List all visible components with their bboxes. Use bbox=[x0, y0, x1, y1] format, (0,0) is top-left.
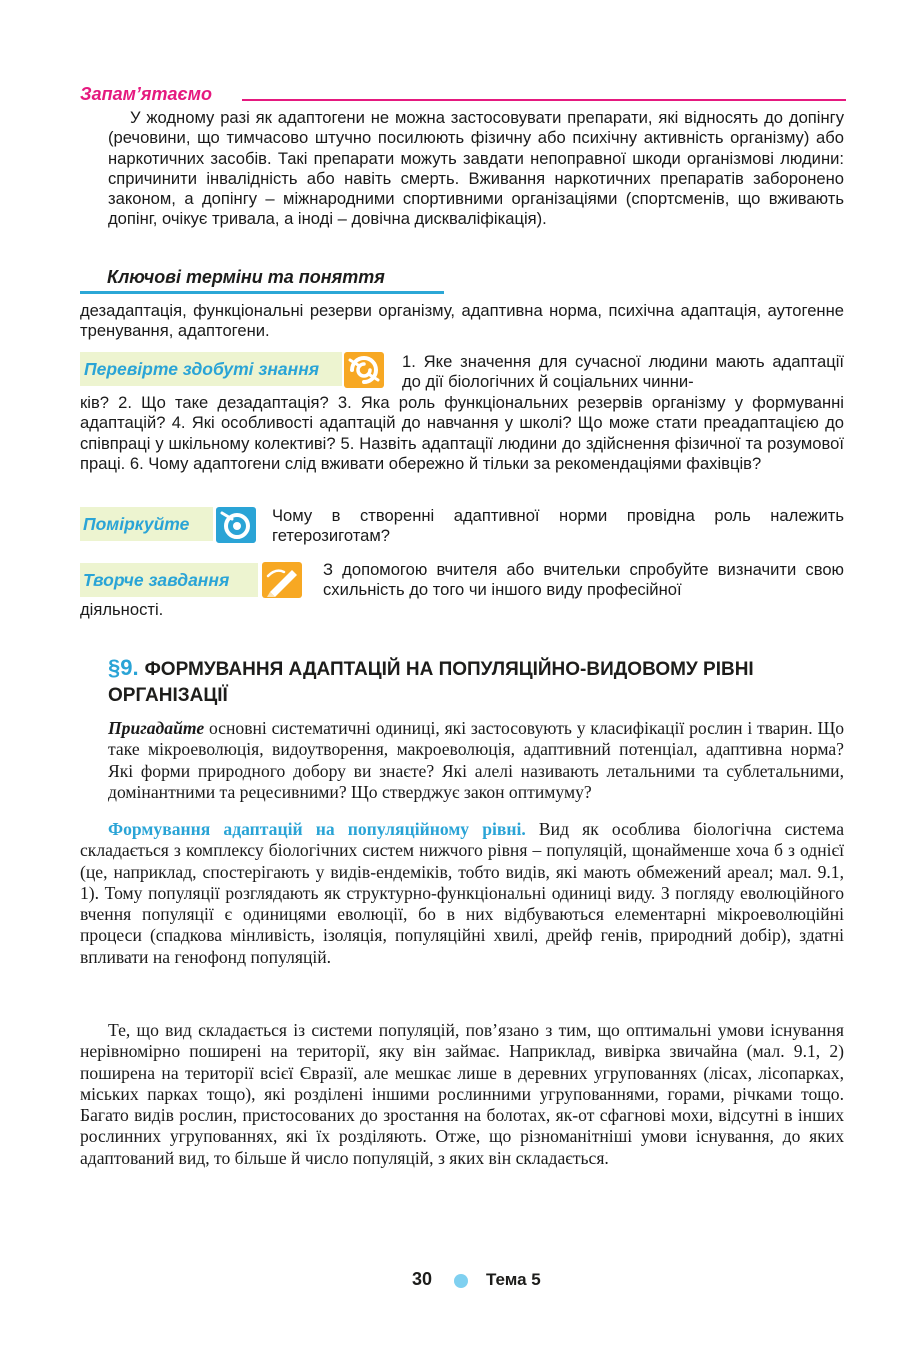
body-paragraph-2: Те, що вид складається із системи популяцій, пов’язано з тим, що оптимальні умови існування нерівномірно поширені на території, яку він займає. Наприклад, вивірка звичайна (мал. 9.1, 2) поширена на території всієї Євразії, але мешкає лише в деревних угрупованнях (лісах, лісопарках, міських парках тощо), які розділені іншими рослинними угрупованнями, горами, річками тощо. Багато видів рослин, пристосованих до зростання на болотах, як-от сфагнові мохи, відсутні в інших рослинних угрупованнях, які їх розділяють. Отже, що різноманітніші умови існування, до яких адаптований вид, то більше й число популяцій, з яких він складається. bbox=[80, 1020, 844, 1168]
remember-title: Запам’ятаємо bbox=[80, 84, 212, 104]
key-terms-underline bbox=[80, 291, 444, 294]
recall-paragraph bbox=[108, 718, 844, 803]
paragraph-1-heading: Формування адаптацій на популяційному рівні. bbox=[108, 819, 526, 839]
page-footer bbox=[0, 1268, 918, 1292]
recall-lead: Пригадайте bbox=[108, 718, 205, 738]
think-icon bbox=[216, 507, 256, 543]
remember-divider bbox=[242, 99, 846, 101]
think-label bbox=[80, 507, 213, 541]
pencil-icon bbox=[262, 562, 302, 598]
creative-task-label-text: Творче завдання bbox=[83, 570, 230, 590]
page-number: 30 bbox=[412, 1269, 433, 1289]
think-text: Чому в створенні адаптивної норми провідна роль належить гетерозиготам? bbox=[272, 506, 844, 546]
section-heading bbox=[108, 655, 848, 709]
check-knowledge-label-text: Перевірте здобуті знання bbox=[84, 359, 320, 379]
key-terms-header bbox=[80, 264, 444, 294]
paragraph-1-text: Вид як особлива біологічна система складається з комплексу біологічних систем нижчого рівня – популяцій, щонайменше хоча б з однієї (це, наприклад, спостерігають у видів-ендеміків, тобто видів, які мають обмежений ареал; мал. 9.1, 1). Тому популяції розглядають як структурно-функціональні одиниці виду. З погляду еволюційного вчення популяції є одиницями еволюції, бо в них відбуваються елементарні мікроеволюційні процеси (спадкова мінливість, ізоляція, популяційні хвилі, дрейф генів, природний добір), здатні впливати на генофонд популяцій. bbox=[80, 819, 844, 967]
topic-label: Тема 5 bbox=[486, 1270, 541, 1289]
check-knowledge-text-continued: ків? 2. Що таке дезадаптація? 3. Яка роль функціональних резервів організму у формуванні адаптацій? 4. Які особливості адаптацій до навчання у школі? Що може стати преадаптацією до співпраці у шкільному колективі? 5. Назвіть адаптації людини до здійснення фізичної та розумової праці. 6. Чому адаптогени слід вживати обережно й тільки за рекомендаціями фахівців? bbox=[80, 393, 844, 473]
remember-header bbox=[80, 84, 850, 106]
section-title: ФОРМУВАННЯ АДАПТАЦІЙ НА ПОПУЛЯЦІЙНО-ВИДОВОМУ РІВНІ ОРГАНІЗАЦІЇ bbox=[108, 659, 754, 706]
creative-task-text-start: З допомогою вчителя або вчительки спробуйте визначити свою схильність до того чи іншого виду професійної bbox=[323, 560, 844, 600]
recall-text: основні систематичні одиниці, які застосовують у класифікації рослин і тварин. Що таке мікроеволюція, видоутворення, макроеволюція, адаптивний потенціал, адаптивна норма? Які форми природного добору ви знаєте? Які алелі називають летальними та сублетальними, домінантними та рецесивними? Що стверджує закон оптимуму? bbox=[108, 718, 844, 802]
creative-task-label bbox=[80, 563, 258, 597]
check-knowledge-label bbox=[80, 352, 342, 386]
creative-task-text-end: діяльності. bbox=[80, 600, 164, 619]
remember-text: У жодному разі як адаптогени не можна застосовувати препарати, які відносять до допінгу (речовини, що тимчасово штучно посилюють фізичну або психічну активність організму) або наркотичних засобів. Такі препарати можуть завдати непоправної шкоди організмові людини: спричинити інвалідність або навіть смерть. Вживання наркотичних препаратів заборонено законом, а допінгу – міжнародними спортивними організаціями (спортсменів, що вживають допінг, очікує тривала, а іноді – довічна дискваліфікація). bbox=[108, 108, 844, 229]
key-terms-title: Ключові терміни та поняття bbox=[107, 267, 385, 287]
spiral-icon bbox=[344, 352, 384, 388]
body-paragraph-1 bbox=[80, 819, 844, 968]
section-number: §9. bbox=[108, 655, 139, 680]
footer-dot-icon bbox=[454, 1274, 468, 1288]
think-label-text: Поміркуйте bbox=[83, 514, 190, 534]
check-knowledge-text-start: 1. Яке значення для сучасної людини мають адаптації до дії біологічних й соціальних чинни- bbox=[402, 352, 844, 392]
key-terms-text: дезадаптація, функціональні резерви організму, адаптивна норма, психічна адаптація, аутогенне тренування, адаптогени. bbox=[80, 301, 844, 341]
